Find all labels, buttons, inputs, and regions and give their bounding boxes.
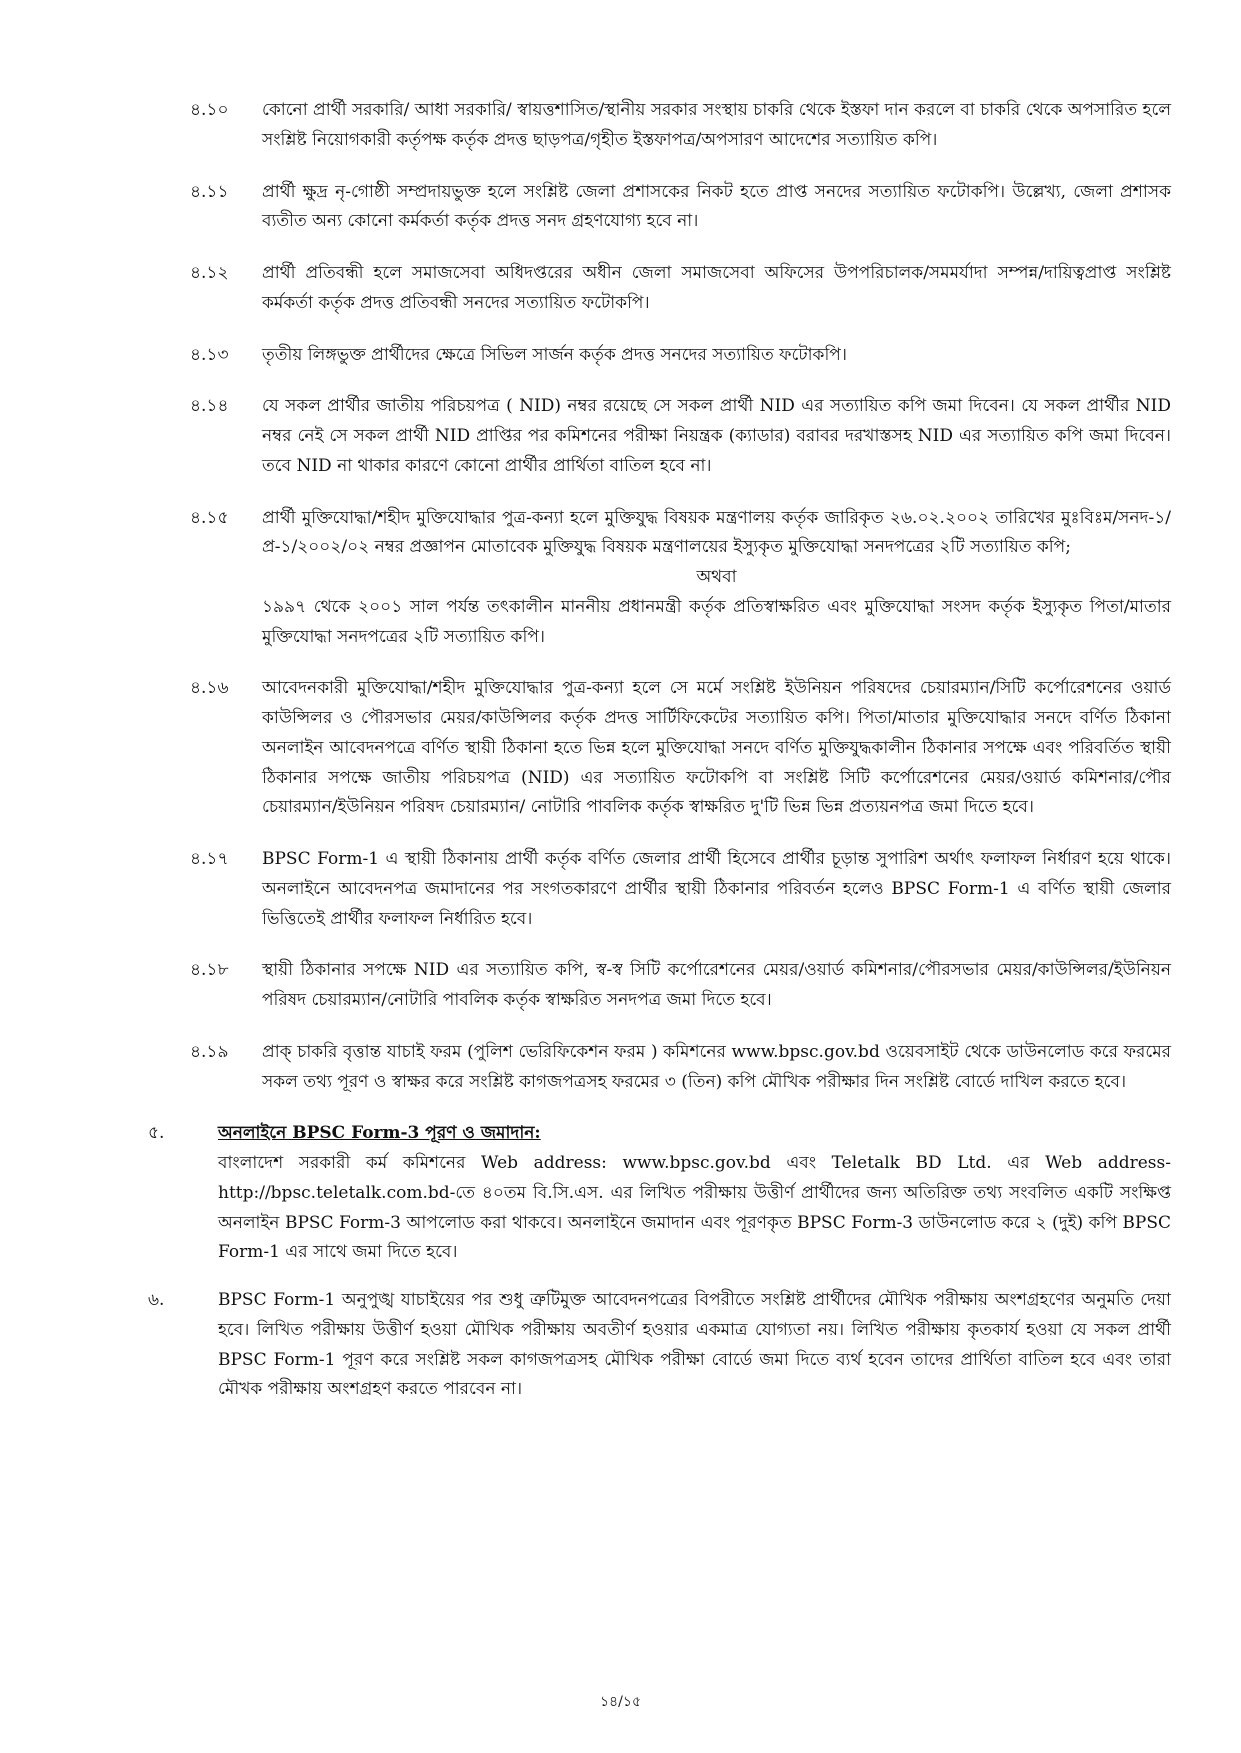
clause-text: স্থায়ী ঠিকানার সপক্ষে NID এর সত্যায়িত কপি, স্ব-স্ব সিটি কর্পোরেশনের মেয়র/ওয়ার্ড কমিশনার/পৌরসভার মেয়র/কাউন্সিলর/ইউনিয়ন পরিষদ চেয়ারম্যান/নোটারি পাবলিক কর্তৃক স্বাক্ষরিত সনদপত্র জমা দিতে হবে। [262, 960, 1171, 1010]
clause-4-17 [190, 845, 1171, 934]
section-text: বাংলাদেশ সরকারী কর্ম কমিশনের Web address: www.bpsc.gov.bd এবং Teletalk BD Ltd. এর Web address-http://bpsc.teletalk.com.bd-তে ৪০তম বি.সি.এস. এর লিখিত পরীক্ষায় উত্তীর্ণ প্রার্থীদের জন্য অতিরিক্ত তথ্য সংবলিত একটি সংক্ষিপ্ত অনলাইন BPSC Form-3 আপলোড করা থাকবে। অনলাইনে জমাদান এবং পূরণকৃত BPSC Form-3 ডাউনলোড করে ২ (দুই) কপি BPSC Form-1 এর সাথে জমা দিতে হবে। [218, 1153, 1171, 1263]
clause-text: প্রার্থী ক্ষুদ্র নৃ-গোষ্ঠী সম্প্রদায়ভুক্ত হলে সংশ্লিষ্ট জেলা প্রশাসকের নিকট হতে প্রাপ্ত সনদের সত্যায়িত ফটোকপি। উল্লেখ্য, জেলা প্রশাসক ব্যতীত অন্য কোনো কর্মকর্তা কর্তৃক প্রদত্ত সনদ গ্রহণযোগ্য হবে না। [262, 181, 1171, 232]
or-separator: অথবা [696, 567, 737, 587]
page-number: ১৪/১৫ [599, 1694, 642, 1710]
clause-text: তৃতীয় লিঙ্গভুক্ত প্রার্থীদের ক্ষেত্রে সিভিল সার্জন কর্তৃক প্রদত্ত সনদের সত্যায়িত ফটোকপি। [262, 344, 847, 365]
clause-text: যে সকল প্রার্থীর জাতীয় পরিচয়পত্র ( NID) নম্বর রয়েছে সে সকল প্রার্থী NID এর সত্যায়িত কপি জমা দিবেন। যে সকল প্রার্থীর NID নম্বর নেই সে সকল প্রার্থী NID প্রাপ্তির পর কমিশনের পরীক্ষা নিয়ন্ত্রক (ক্যাডার) বরাবর দরখাস্তসহ NID এর সত্যায়িত কপি জমা দিবেন। তবে NID না থাকার কারণে কোনো প্রার্থীর প্রার্থিতা বাতিল হবে না। [262, 396, 1171, 476]
clause-4-11 [190, 178, 1171, 238]
clause-number: ৪.১০ [190, 100, 229, 120]
clause-number: ৪.১২ [190, 263, 229, 283]
clause-4-13 [190, 341, 1171, 371]
section-number: ৫. [148, 1123, 165, 1144]
section-number: ৬. [148, 1290, 165, 1310]
clause-4-10 [190, 96, 1171, 156]
clause-4-14 [190, 392, 1171, 481]
clause-text: প্রার্থী প্রতিবন্ধী হলে সমাজসেবা অধিদপ্তরের অধীন জেলা সমাজসেবা অফিসের উপপরিচালক/সমমর্যাদা সম্পন্ন/দায়িত্বপ্রাপ্ত সংশ্লিষ্ট কর্মকর্তা কর্তৃক প্রদত্ত প্রতিবন্ধী সনদের সত্যায়িত ফটোকপি। [262, 263, 1171, 313]
section-heading: অনলাইনে BPSC Form-3 পূরণ ও জমাদান: [218, 1123, 541, 1144]
clause-number: ৪.১৬ [190, 678, 229, 699]
clause-number: ৪.১৩ [190, 344, 229, 365]
clause-text [262, 504, 1171, 653]
clause-4-16 [190, 674, 1171, 823]
section-body [218, 1119, 1171, 1268]
clause-text: আবেদনকারী মুক্তিযোদ্ধা/শহীদ মুক্তিযোদ্ধার পুত্র-কন্যা হলে সে মর্মে সংশ্লিষ্ট ইউনিয়ন পরিষদের চেয়ারম্যান/সিটি কর্পোরেশনের ওয়ার্ড কাউন্সিলর ও পৌরসভার মেয়র/কাউন্সিলর কর্তৃক প্রদত্ত সার্টিফিকেটের সত্যায়িত কপি। পিতা/মাতার মুক্তিযোদ্ধার সনদে বর্ণিত ঠিকানা অনলাইন আবেদনপত্রে বর্ণিত স্থায়ী ঠিকানা হতে ভিন্ন হলে মুক্তিযোদ্ধা সনদে বর্ণিত মুক্তিযুদ্ধকালীন ঠিকানার সপক্ষে এবং পরিবর্তিত স্থায়ী ঠিকানার সপক্ষে জাতীয় পরিচয়পত্র (NID) এর সত্যায়িত ফটোকপি বা সংশ্লিষ্ট সিটি কর্পোরেশনের মেয়র/ওয়ার্ড কমিশনার/পৌর চেয়ারম্যান/ইউনিয়ন পরিষদ চেয়ারম্যান/ নোটারি পাবলিক কর্তৃক স্বাক্ষরিত দু'টি ভিন্ন ভিন্ন প্রত্যয়নপত্র জমা দিতে হবে। [262, 678, 1171, 818]
clause-number: ৪.১৫ [190, 507, 229, 528]
section-body [218, 1286, 1171, 1405]
clause-text-part-1: প্রার্থী মুক্তিযোদ্ধা/শহীদ মুক্তিযোদ্ধার পুত্র-কন্যা হলে মুক্তিযুদ্ধ বিষয়ক মন্ত্রণালয় কর্তৃক জারিকৃত ২৬.০২.২০০২ তারিখের মুঃবিঃম/সনদ-১/প্র-১/২০০২/০২ নম্বর প্রজ্ঞাপন মোতাবেক মুক্তিযুদ্ধ বিষয়ক মন্ত্রণালয়ের ইস্যুকৃত মুক্তিযোদ্ধা সনদপত্রের ২টি সত্যায়িত কপি; [262, 507, 1171, 558]
clause-number: ৪.১১ [190, 181, 229, 202]
clause-text: BPSC Form-1 এ স্থায়ী ঠিকানায় প্রার্থী কর্তৃক বর্ণিত জেলার প্রার্থী হিসেবে প্রার্থীর চূড়ান্ত সুপারিশ অর্থাৎ ফলাফল নির্ধারণ হয়ে থাকে। অনলাইনে আবেদনপত্র জমাদানের পর সংগতকারণে প্রার্থীর স্থায়ী ঠিকানার পরিবর্তন হলেও BPSC Form-1 এ বর্ণিত স্থায়ী জেলার ভিত্তিতেই প্রার্থীর ফলাফল নির্ধারিত হবে। [262, 849, 1171, 929]
clause-number: ৪.১৪ [190, 396, 229, 417]
clause-text: প্রাক্ চাকরি বৃত্তান্ত যাচাই ফরম (পুলিশ ভেরিফিকেশন ফরম ) কমিশনের www.bpsc.gov.bd ওয়েবসাইট থেকে ডাউনলোড করে ফরমের সকল তথ্য পূরণ ও স্বাক্ষর করে সংশ্লিষ্ট কাগজপত্রসহ ফরমের ৩ (তিন) কপি মৌখিক পরীক্ষার দিন সংশ্লিষ্ট বোর্ডে দাখিল করতে হবে। [262, 1041, 1171, 1092]
clause-4-18 [190, 956, 1171, 1016]
clause-text: কোনো প্রার্থী সরকারি/ আধা সরকারি/ স্বায়ত্তশাসিত/স্থানীয় সরকার সংস্থায় চাকরি থেকে ইস্তফা দান করলে বা চাকরি থেকে অপসারিত হলে সংশ্লিষ্ট নিয়োগকারী কর্তৃপক্ষ কর্তৃক প্রদত্ত ছাড়পত্র/গৃহীত ইস্তফাপত্র/অপসারণ আদেশের সত্যায়িত কপি। [262, 100, 1171, 150]
clause-text-part-2: ১৯৯৭ থেকে ২০০১ সাল পর্যন্ত তৎকালীন মাননীয় প্রধানমন্ত্রী কর্তৃক প্রতিস্বাক্ষরিত এবং মুক্তিযোদ্ধা সংসদ কর্তৃক ইস্যুকৃত পিতা/মাতার মুক্তিযোদ্ধা সনদপত্রের ২টি সত্যায়িত কপি। [262, 596, 1171, 647]
clause-4-15 [190, 504, 1171, 653]
section-5 [142, 1119, 1171, 1268]
clause-number: ৪.১৮ [190, 960, 229, 981]
section-text: BPSC Form-1 অনুপুঙ্খ যাচাইয়ের পর শুধু ত্রুটিমুক্ত আবেদনপত্রের বিপরীতে সংশ্লিষ্ট প্রার্থীদের মৌখিক পরীক্ষায় অংশগ্রহণের অনুমতি দেয়া হবে। লিখিত পরীক্ষায় উত্তীর্ণ হওয়া মৌখিক পরীক্ষায় অবতীর্ণ হওয়ার একমাত্র যোগ্যতা নয়। লিখিত পরীক্ষায় কৃতকার্য হওয়া যে সকল প্রার্থী BPSC Form-1 পূরণ করে সংশ্লিষ্ট সকল কাগজপত্রসহ মৌখিক পরীক্ষা বোর্ডে জমা দিতে ব্যর্থ হবেন তাদের প্রার্থিতা বাতিল হবে এবং তারা মৌখক পরীক্ষায় অংশগ্রহণ করতে পারবেন না। [218, 1290, 1171, 1400]
clause-4-12 [190, 259, 1171, 319]
clause-4-19 [190, 1038, 1171, 1098]
clause-number: ৪.১৭ [190, 849, 229, 869]
clause-number: ৪.১৯ [190, 1041, 229, 1062]
section-6 [142, 1286, 1171, 1405]
